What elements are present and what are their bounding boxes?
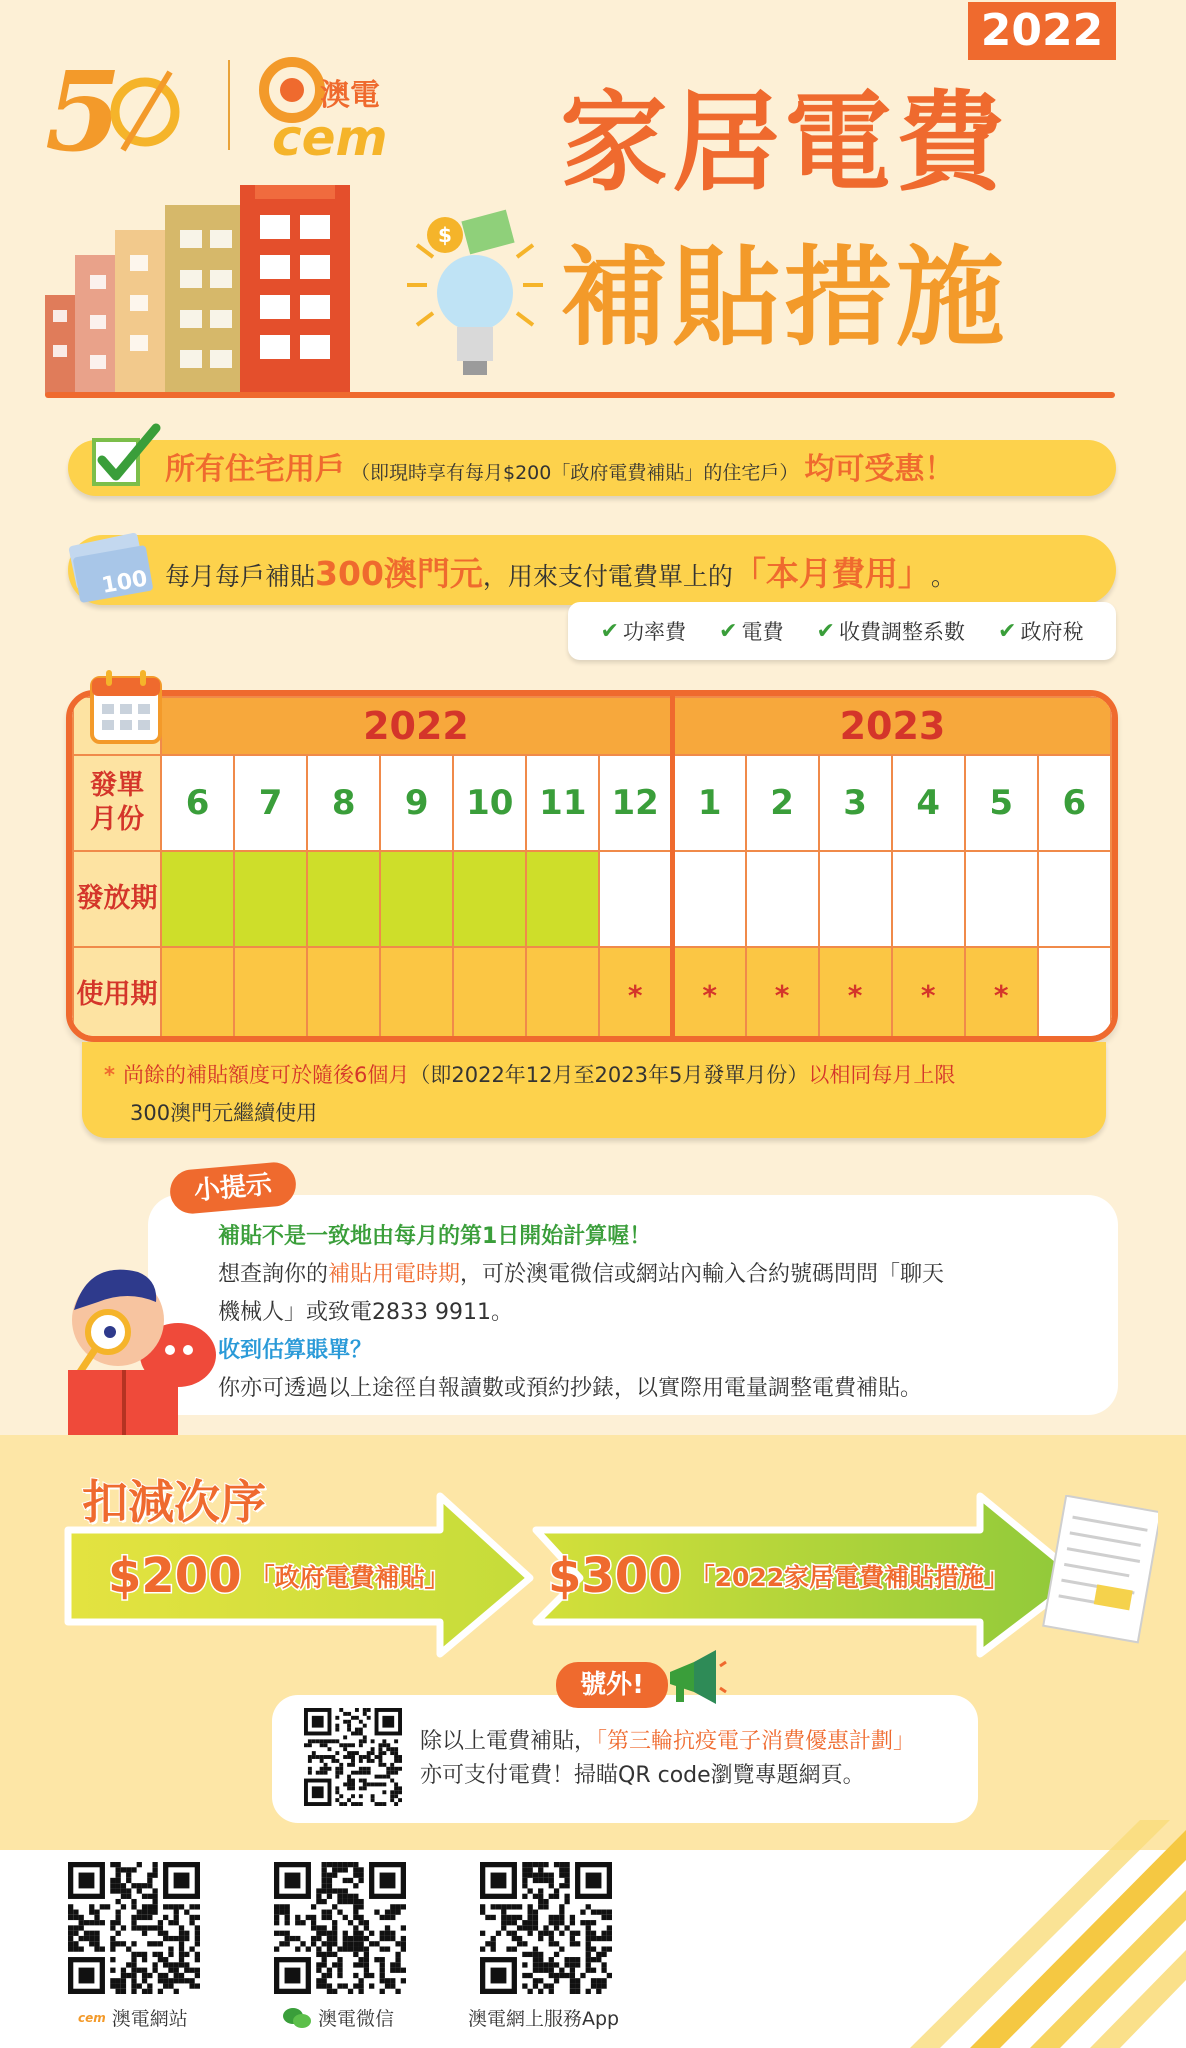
asterisk-icon: * [104, 1063, 115, 1087]
deduction-step-1-label: 「政府電費補貼」 [249, 1563, 450, 1592]
checkbox-checked-icon [90, 422, 162, 490]
reading-girl-illustration [38, 1240, 218, 1435]
buildings-illustration [45, 185, 405, 395]
month-cell: 11 [526, 755, 599, 851]
svg-text:$: $ [438, 223, 452, 247]
deduction-step-2 [548, 1548, 1009, 1604]
subsidy-amount: 300澳門元 [315, 554, 483, 593]
subsidy-text [165, 548, 956, 595]
issue-period-cell [599, 851, 672, 947]
issue-period-cell-active [453, 851, 526, 947]
logo-divider [228, 60, 230, 150]
issue-period-cell-active [526, 851, 599, 947]
issue-period-cell [1038, 851, 1111, 947]
use-period-cell-active [161, 947, 234, 1042]
cem-logo [252, 45, 412, 165]
subsidy-prefix: 每月每戶補貼 [165, 562, 316, 591]
deduction-title: 扣減次序 [82, 1475, 266, 1529]
footer-label-website[interactable]: cem 澳電網站 [78, 2008, 188, 2030]
tips-content [218, 1218, 1098, 1408]
use-period-cell-active: * [819, 947, 892, 1042]
covered-item: ✔ 電費 [719, 618, 784, 644]
month-cell: 8 [307, 755, 380, 851]
month-cell: 10 [453, 755, 526, 851]
50th-anniversary-logo [45, 50, 205, 170]
remaining-quota-note [82, 1042, 1106, 1138]
megaphone-icon [664, 1648, 728, 1708]
row-label-issue: 發放期 [73, 851, 161, 947]
use-period-cell-active [526, 947, 599, 1042]
year-header-2023: 2023 [672, 697, 1111, 755]
covered-item: ✔ 收費調整系數 [816, 618, 965, 644]
use-period-cell-active [234, 947, 307, 1042]
issue-period-cell-active [234, 851, 307, 947]
month-cell: 12 [599, 755, 672, 851]
covered-item: ✔ 功率費 [600, 618, 686, 644]
tips-line2: 想查詢你的補貼用電時期，可於澳電微信或網站內輸入合約號碼問問「聊天 [218, 1262, 945, 1287]
check-icon: ✔ [998, 618, 1017, 644]
deduction-step-2-amount: $300 [548, 1548, 682, 1604]
tips-line3: 機械人」或致電2833 9911。 [218, 1300, 513, 1325]
use-period-cell [1038, 947, 1111, 1042]
check-icon: ✔ [600, 618, 619, 644]
month-cell: 2 [746, 755, 819, 851]
cem-mini-logo: cem [78, 2010, 106, 2025]
deduction-step-1-amount: $200 [108, 1548, 242, 1604]
issue-period-cell [892, 851, 965, 947]
month-cell: 6 [161, 755, 234, 851]
eligibility-tail: 均可受惠！ [804, 452, 955, 487]
page-title-line2: 補貼措施 [560, 236, 1009, 361]
eligibility-detail: （即現時享有每月$200「政府電費補貼」的住宅戶） [351, 462, 799, 484]
month-cell: 9 [380, 755, 453, 851]
svg-text:100: 100 [99, 566, 150, 599]
note-text-paren: （即2022年12月至2023年5月發單月份） [409, 1063, 809, 1087]
row-label-use: 使用期 [73, 947, 161, 1042]
decorative-stripes [890, 1820, 1186, 2048]
use-period-cell-active [453, 947, 526, 1042]
footer-label-wechat[interactable]: 澳電微信 [282, 2004, 394, 2031]
check-icon: ✔ [719, 618, 738, 644]
svg-text:cem: cem [272, 109, 388, 165]
electricity-bill-illustration [1040, 1495, 1158, 1645]
note-text-red2: 以相同每月上限 [808, 1063, 956, 1087]
use-period-cell-active: * [599, 947, 672, 1042]
banknotes-icon [62, 525, 172, 615]
light-bulb-money-illustration [405, 205, 545, 395]
bonus-text [420, 1725, 915, 1793]
month-cell: 4 [892, 755, 965, 851]
issue-period-cell-active [380, 851, 453, 947]
use-period-cell-active: * [672, 947, 745, 1042]
deduction-step-1 [108, 1548, 450, 1604]
covered-items-list [568, 602, 1116, 660]
qr-code-website[interactable] [68, 1862, 200, 1994]
qr-code-app[interactable] [480, 1862, 612, 1994]
month-cell: 3 [819, 755, 892, 851]
month-cell: 5 [965, 755, 1038, 851]
eligibility-text [165, 444, 954, 492]
qr-code-promo[interactable] [304, 1708, 402, 1806]
use-period-cell-active: * [746, 947, 819, 1042]
tips-line5: 你亦可透過以上途徑自報讀數或預約抄錶，以實際用電量調整電費補貼。 [218, 1376, 923, 1401]
bonus-line1: 除以上電費補貼，「第三輪抗疫電子消費優惠計劃」 [420, 1729, 916, 1754]
note-text-red: 尚餘的補貼額度可於隨後6個月 [122, 1063, 410, 1087]
use-period-cell-active: * [892, 947, 965, 1042]
issue-period-cell [965, 851, 1038, 947]
page-title-line1: 家居電費 [560, 81, 1009, 206]
subsidy-middle: ，用來支付電費單上的 [482, 562, 733, 591]
deduction-step-2-label: 「2022家居電費補貼措施」 [689, 1563, 1010, 1592]
issue-period-cell [672, 851, 745, 947]
month-cell: 6 [1038, 755, 1111, 851]
issue-period-cell-active [307, 851, 380, 947]
bonus-tag: 號外! [556, 1662, 668, 1708]
wechat-icon [282, 2006, 312, 2030]
year-header-2022: 2022 [161, 697, 672, 755]
subsidy-highlight: 「本月費用」 [732, 554, 931, 593]
covered-item: ✔ 政府稅 [998, 618, 1084, 644]
note-line2: 300澳門元繼續使用 [130, 1101, 318, 1125]
svg-text:5: 5 [45, 50, 122, 170]
eligibility-lead: 所有住宅用戶 [165, 452, 345, 487]
tips-line1: 補貼不是一致地由每月的第1日開始計算喔！ [218, 1224, 652, 1249]
tips-tag: 小提示 [168, 1161, 297, 1216]
check-icon: ✔ [816, 618, 835, 644]
bonus-line2: 亦可支付電費！掃瞄QR code瀏覽專題網頁。 [420, 1763, 865, 1788]
year-badge: 2022 [968, 2, 1116, 60]
issue-period-cell [746, 851, 819, 947]
use-period-cell-active [380, 947, 453, 1042]
title-underline [45, 392, 1115, 398]
month-cell: 7 [234, 755, 307, 851]
calendar-icon [88, 668, 164, 746]
use-period-cell-active: * [965, 947, 1038, 1042]
subsidy-calendar-table [66, 690, 1118, 1042]
qr-code-wechat[interactable] [274, 1862, 406, 1994]
tips-line4: 收到估算賬單？ [218, 1338, 373, 1363]
row-label-month: 發單 月份 [73, 755, 161, 851]
month-cell: 1 [672, 755, 745, 851]
issue-period-cell [819, 851, 892, 947]
use-period-cell-active [307, 947, 380, 1042]
issue-period-cell-active [161, 851, 234, 947]
subsidy-suffix: 。 [930, 562, 956, 591]
svg-text:澳電: 澳電 [320, 78, 380, 113]
footer-label-app[interactable]: 澳電網上服務App [468, 2008, 620, 2030]
